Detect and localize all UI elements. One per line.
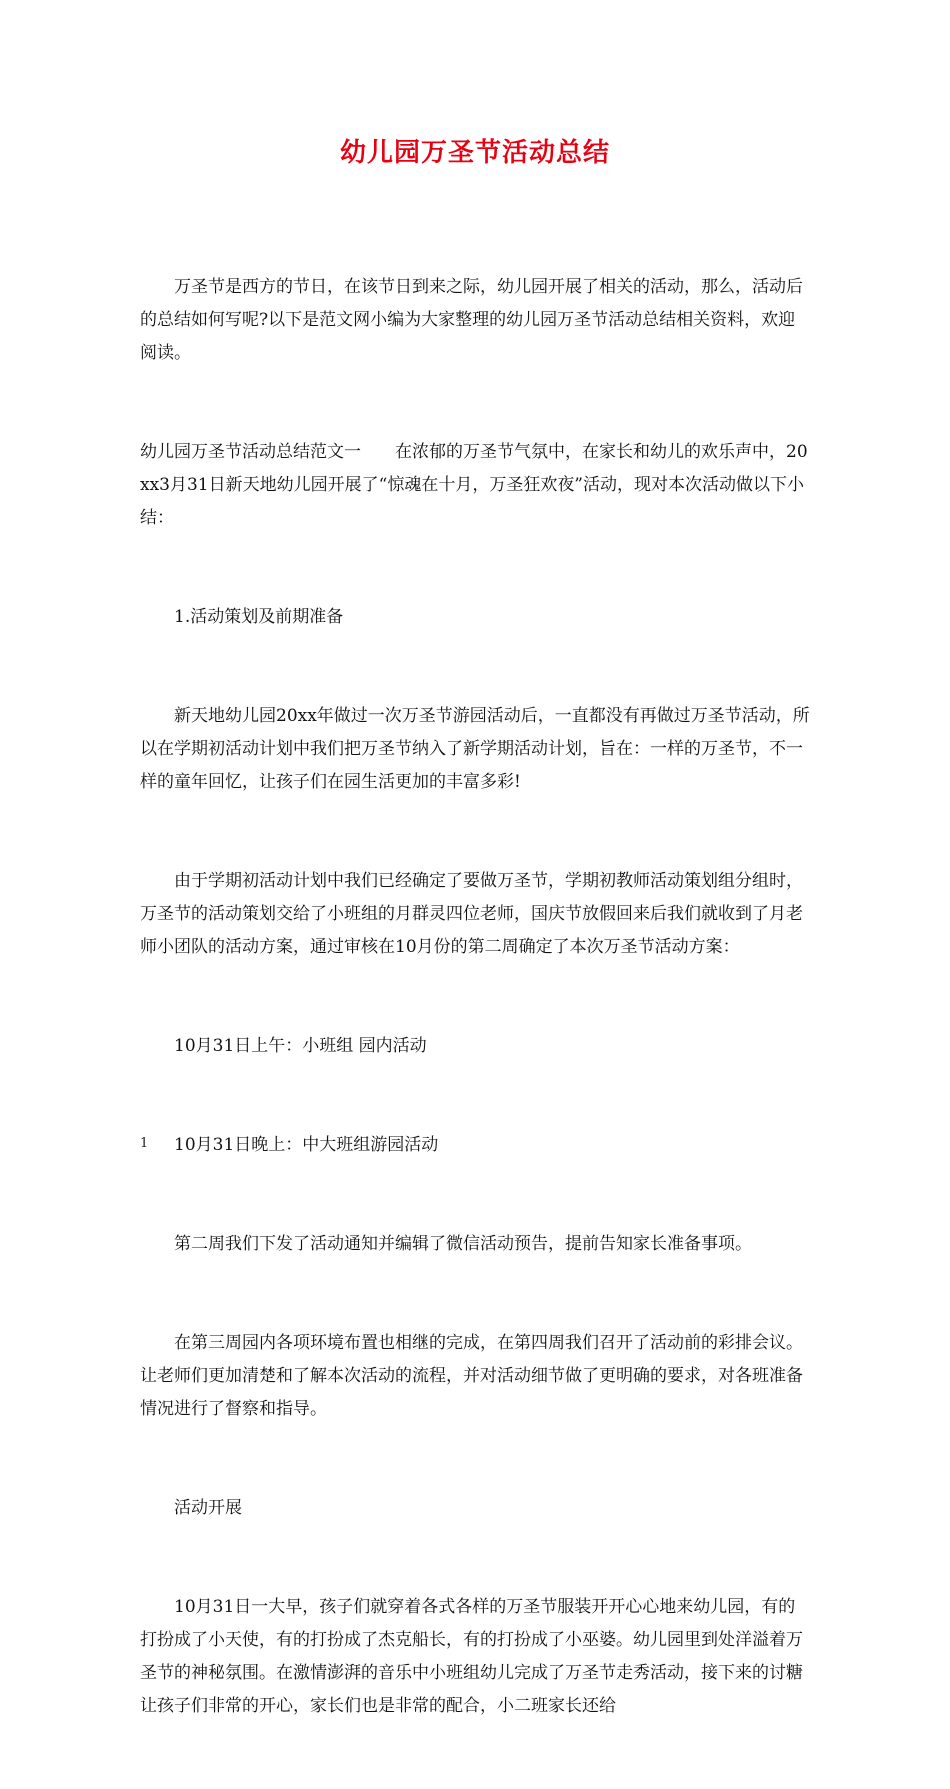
page-number: 1 bbox=[140, 1136, 149, 1151]
paragraph: 10月31日一大早，孩子们就穿着各式各样的万圣节服装开开心心地来幼儿园，有的打扮成了小天使，有的打扮成了杰克船长，有的打扮成了小巫婆。幼儿园里到处洋溢着万圣节的神秘氛围。在激情澎湃的音乐中小班组幼儿完成了万圣节走秀活动，接下来的讨糖让孩子们非常的开心，家长们也是非常的配合，小二班家长还给 bbox=[140, 1597, 803, 1716]
paragraph: 在第三周园内各项环境布置也相继的完成，在第四周我们召开了活动前的彩排会议。让老师们更加清楚和了解本次活动的流程，并对活动细节做了更明确的要求，对各班准备情况进行了督察和指导。 bbox=[140, 1333, 803, 1419]
paragraph: 由于学期初活动计划中我们已经确定了要做万圣节，学期初教师活动策划组分组时，万圣节的活动策划交给了小班组的月群灵四位老师，国庆节放假回来后我们就收到了月老师小团队的活动方案，通过审核在10月份的第二周确定了本次万圣节活动方案： bbox=[140, 871, 803, 957]
document-body bbox=[140, 205, 812, 1789]
paragraph: 1.活动策划及前期准备 bbox=[174, 607, 344, 627]
document-title: 幼儿园万圣节活动总结 bbox=[339, 138, 610, 168]
paragraph: 活动开展 bbox=[174, 1498, 242, 1518]
paragraph: 万圣节是西方的节日，在该节日到来之际，幼儿园开展了相关的活动，那么，活动后的总结如何写呢?以下是范文网小编为大家整理的幼儿园万圣节活动总结相关资料，欢迎阅读。 bbox=[140, 277, 803, 363]
paragraph: 新天地幼儿园20xx年做过一次万圣节游园活动后，一直都没有再做过万圣节活动，所以在学期初活动计划中我们把万圣节纳入了新学期活动计划，旨在：一样的万圣节，不一样的童年回忆，让孩子们在园生活更加的丰富多彩! bbox=[140, 706, 810, 792]
paragraph: 10月31日上午：小班组 园内活动 bbox=[174, 1036, 427, 1056]
paragraph: 第二周我们下发了活动通知并编辑了微信活动预告，提前告知家长准备事项。 bbox=[174, 1234, 752, 1254]
paragraph: 幼儿园万圣节活动总结范文一 在浓郁的万圣节气氛中，在家长和幼儿的欢乐声中，20xx3月31日新天地幼儿园开展了“惊魂在十月，万圣狂欢夜”活动，现对本次活动做以下小结： bbox=[140, 442, 808, 528]
paragraph: 10月31日晚上：中大班组游园活动 bbox=[174, 1135, 439, 1155]
